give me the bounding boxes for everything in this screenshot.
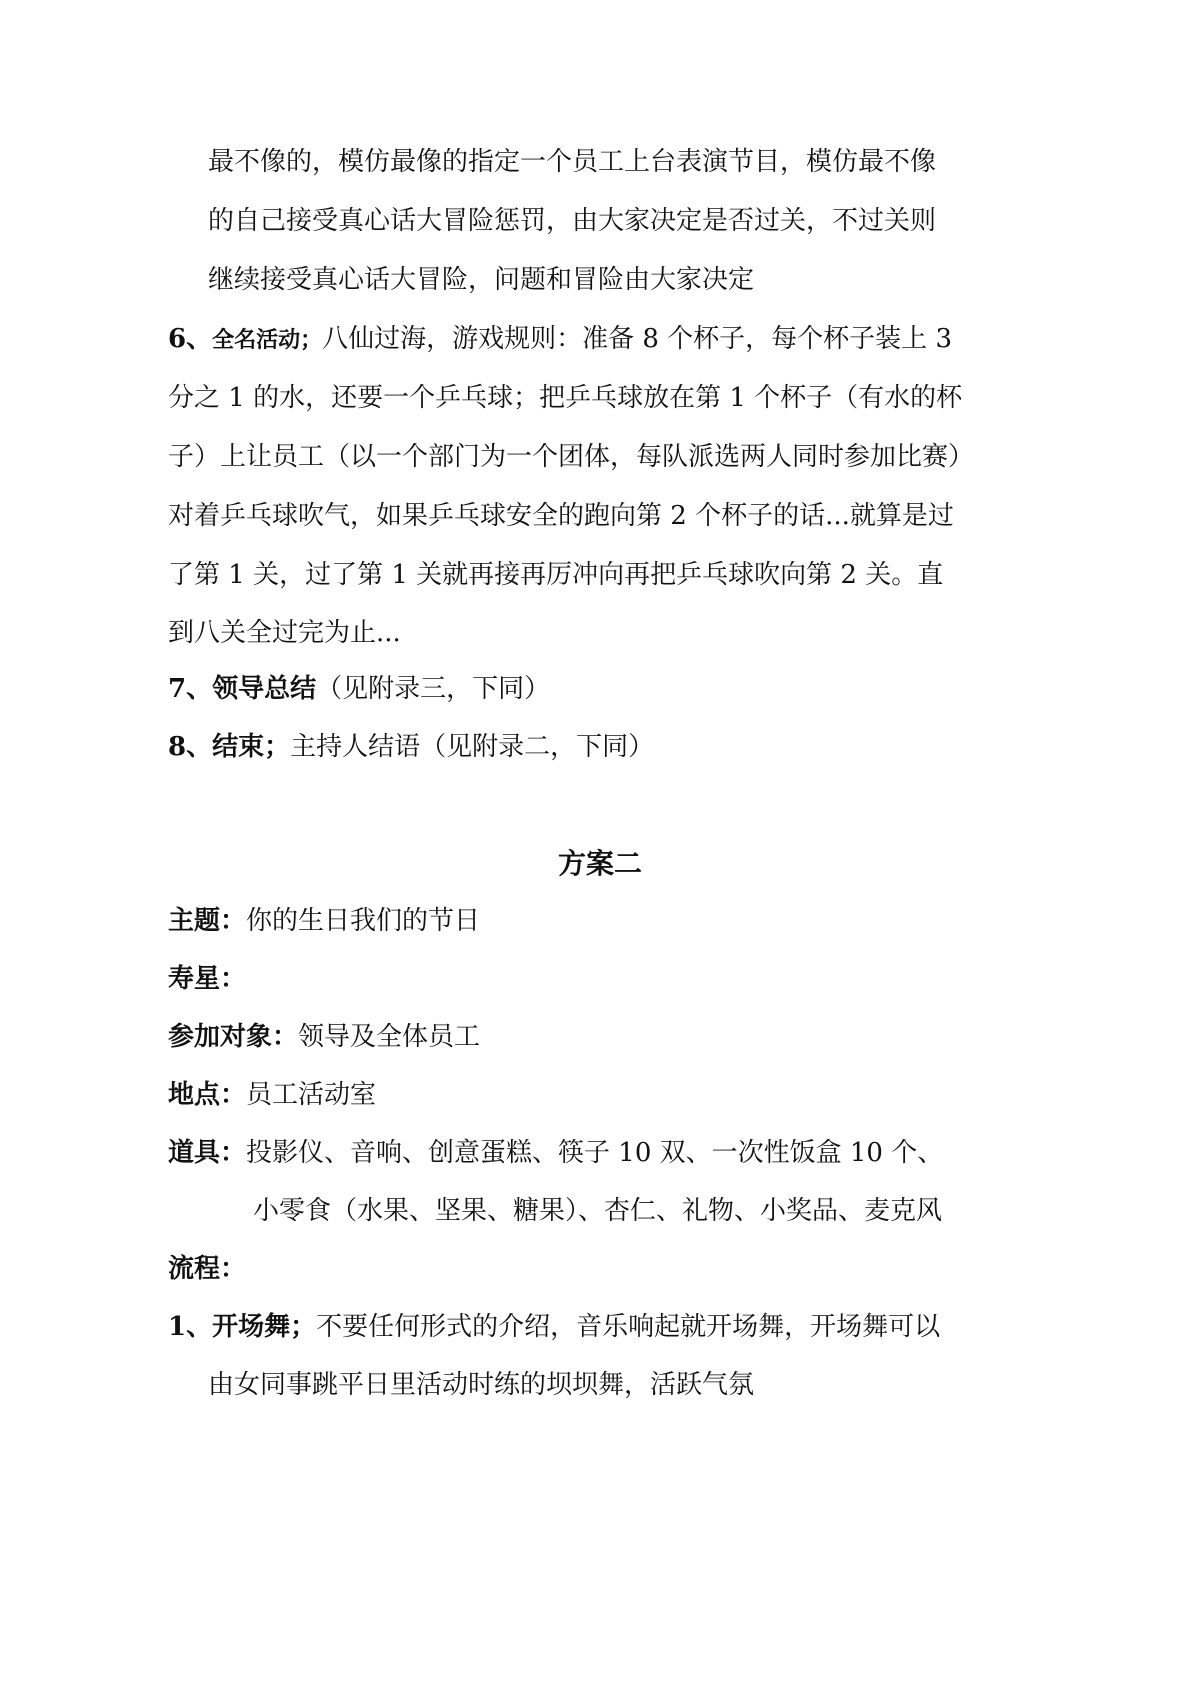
step-1: [168, 1309, 940, 1345]
item-8-label: 结束；: [212, 732, 291, 762]
theme-row: [168, 903, 480, 939]
props-row: [168, 1135, 943, 1171]
participants-row: [168, 1019, 480, 1055]
participants-value: 领导及全体员工: [298, 1022, 481, 1052]
item-6-text: 八仙过海，游戏规则：准备 8 个杯子，每个杯子装上 3: [322, 324, 952, 354]
item-7-number: 7、: [168, 674, 213, 704]
step-1-line-1: 不要任何形式的介绍，音乐响起就开场舞，开场舞可以: [316, 1312, 941, 1342]
participants-label: 参加对象：: [168, 1022, 299, 1052]
item-6-line-2: 分之 1 的水，还要一个乒乓球；把乒乓球放在第 1 个杯子（有水的杯: [168, 383, 963, 413]
props-line-1: 投影仪、音响、创意蛋糕、筷子 10 双、一次性饭盒 10 个、: [246, 1138, 944, 1168]
item-8-number: 8、: [168, 732, 213, 762]
props-line-2: 小零食（水果、坚果、糖果）、杏仁、礼物、小奖品、麦克风: [253, 1196, 943, 1226]
item-6-line-5: 了第 1 关，过了第 1 关就再接再厉冲向再把乒乓球吹向第 2 关。直: [168, 560, 944, 590]
location-row: [168, 1077, 376, 1113]
continued-line-3: 继续接受真心话大冒险，问题和冒险由大家决定: [208, 265, 755, 295]
continued-line-2: 的自己接受真心话大冒险惩罚，由大家决定是否过关，不过关则: [208, 206, 937, 236]
theme-value: 你的生日我们的节日: [246, 906, 481, 936]
plan-2-title: 方案二: [557, 847, 642, 880]
item-8: [168, 729, 654, 765]
item-6-first-line: [168, 321, 952, 358]
location-value: 员工活动室: [246, 1080, 377, 1110]
process-row: [168, 1251, 246, 1287]
step-1-line-2: 由女同事跳平日里活动时练的坝坝舞，活跃气氛: [208, 1370, 755, 1400]
location-label: 地点：: [168, 1080, 247, 1110]
star-label: 寿星：: [168, 964, 247, 994]
theme-label: 主题：: [168, 906, 247, 936]
item-6-line-3: 子）上让员工（以一个部门为一个团体，每队派选两人同时参加比赛）: [168, 442, 975, 472]
item-7-text: （见附录三，下同）: [316, 674, 551, 704]
step-1-label: 开场舞；: [212, 1312, 317, 1342]
item-6-label: 全名活动；: [212, 327, 323, 353]
star-row: [168, 961, 246, 997]
step-1-number: 1、: [168, 1312, 213, 1342]
process-label: 流程：: [168, 1254, 247, 1284]
item-7-label: 领导总结: [212, 674, 317, 704]
props-label: 道具：: [168, 1138, 247, 1168]
item-7: [168, 671, 550, 707]
item-6-line-6: 到八关全过完为止...: [168, 618, 401, 648]
item-6-line-4: 对着乒乓球吹气，如果乒乓球安全的跑向第 2 个杯子的话...就算是过: [168, 501, 954, 531]
item-8-text: 主持人结语（见附录二，下同）: [290, 732, 655, 762]
continued-line-1: 最不像的，模仿最像的指定一个员工上台表演节目，模仿最不像: [208, 147, 937, 177]
item-6-number: 6、: [168, 324, 213, 354]
